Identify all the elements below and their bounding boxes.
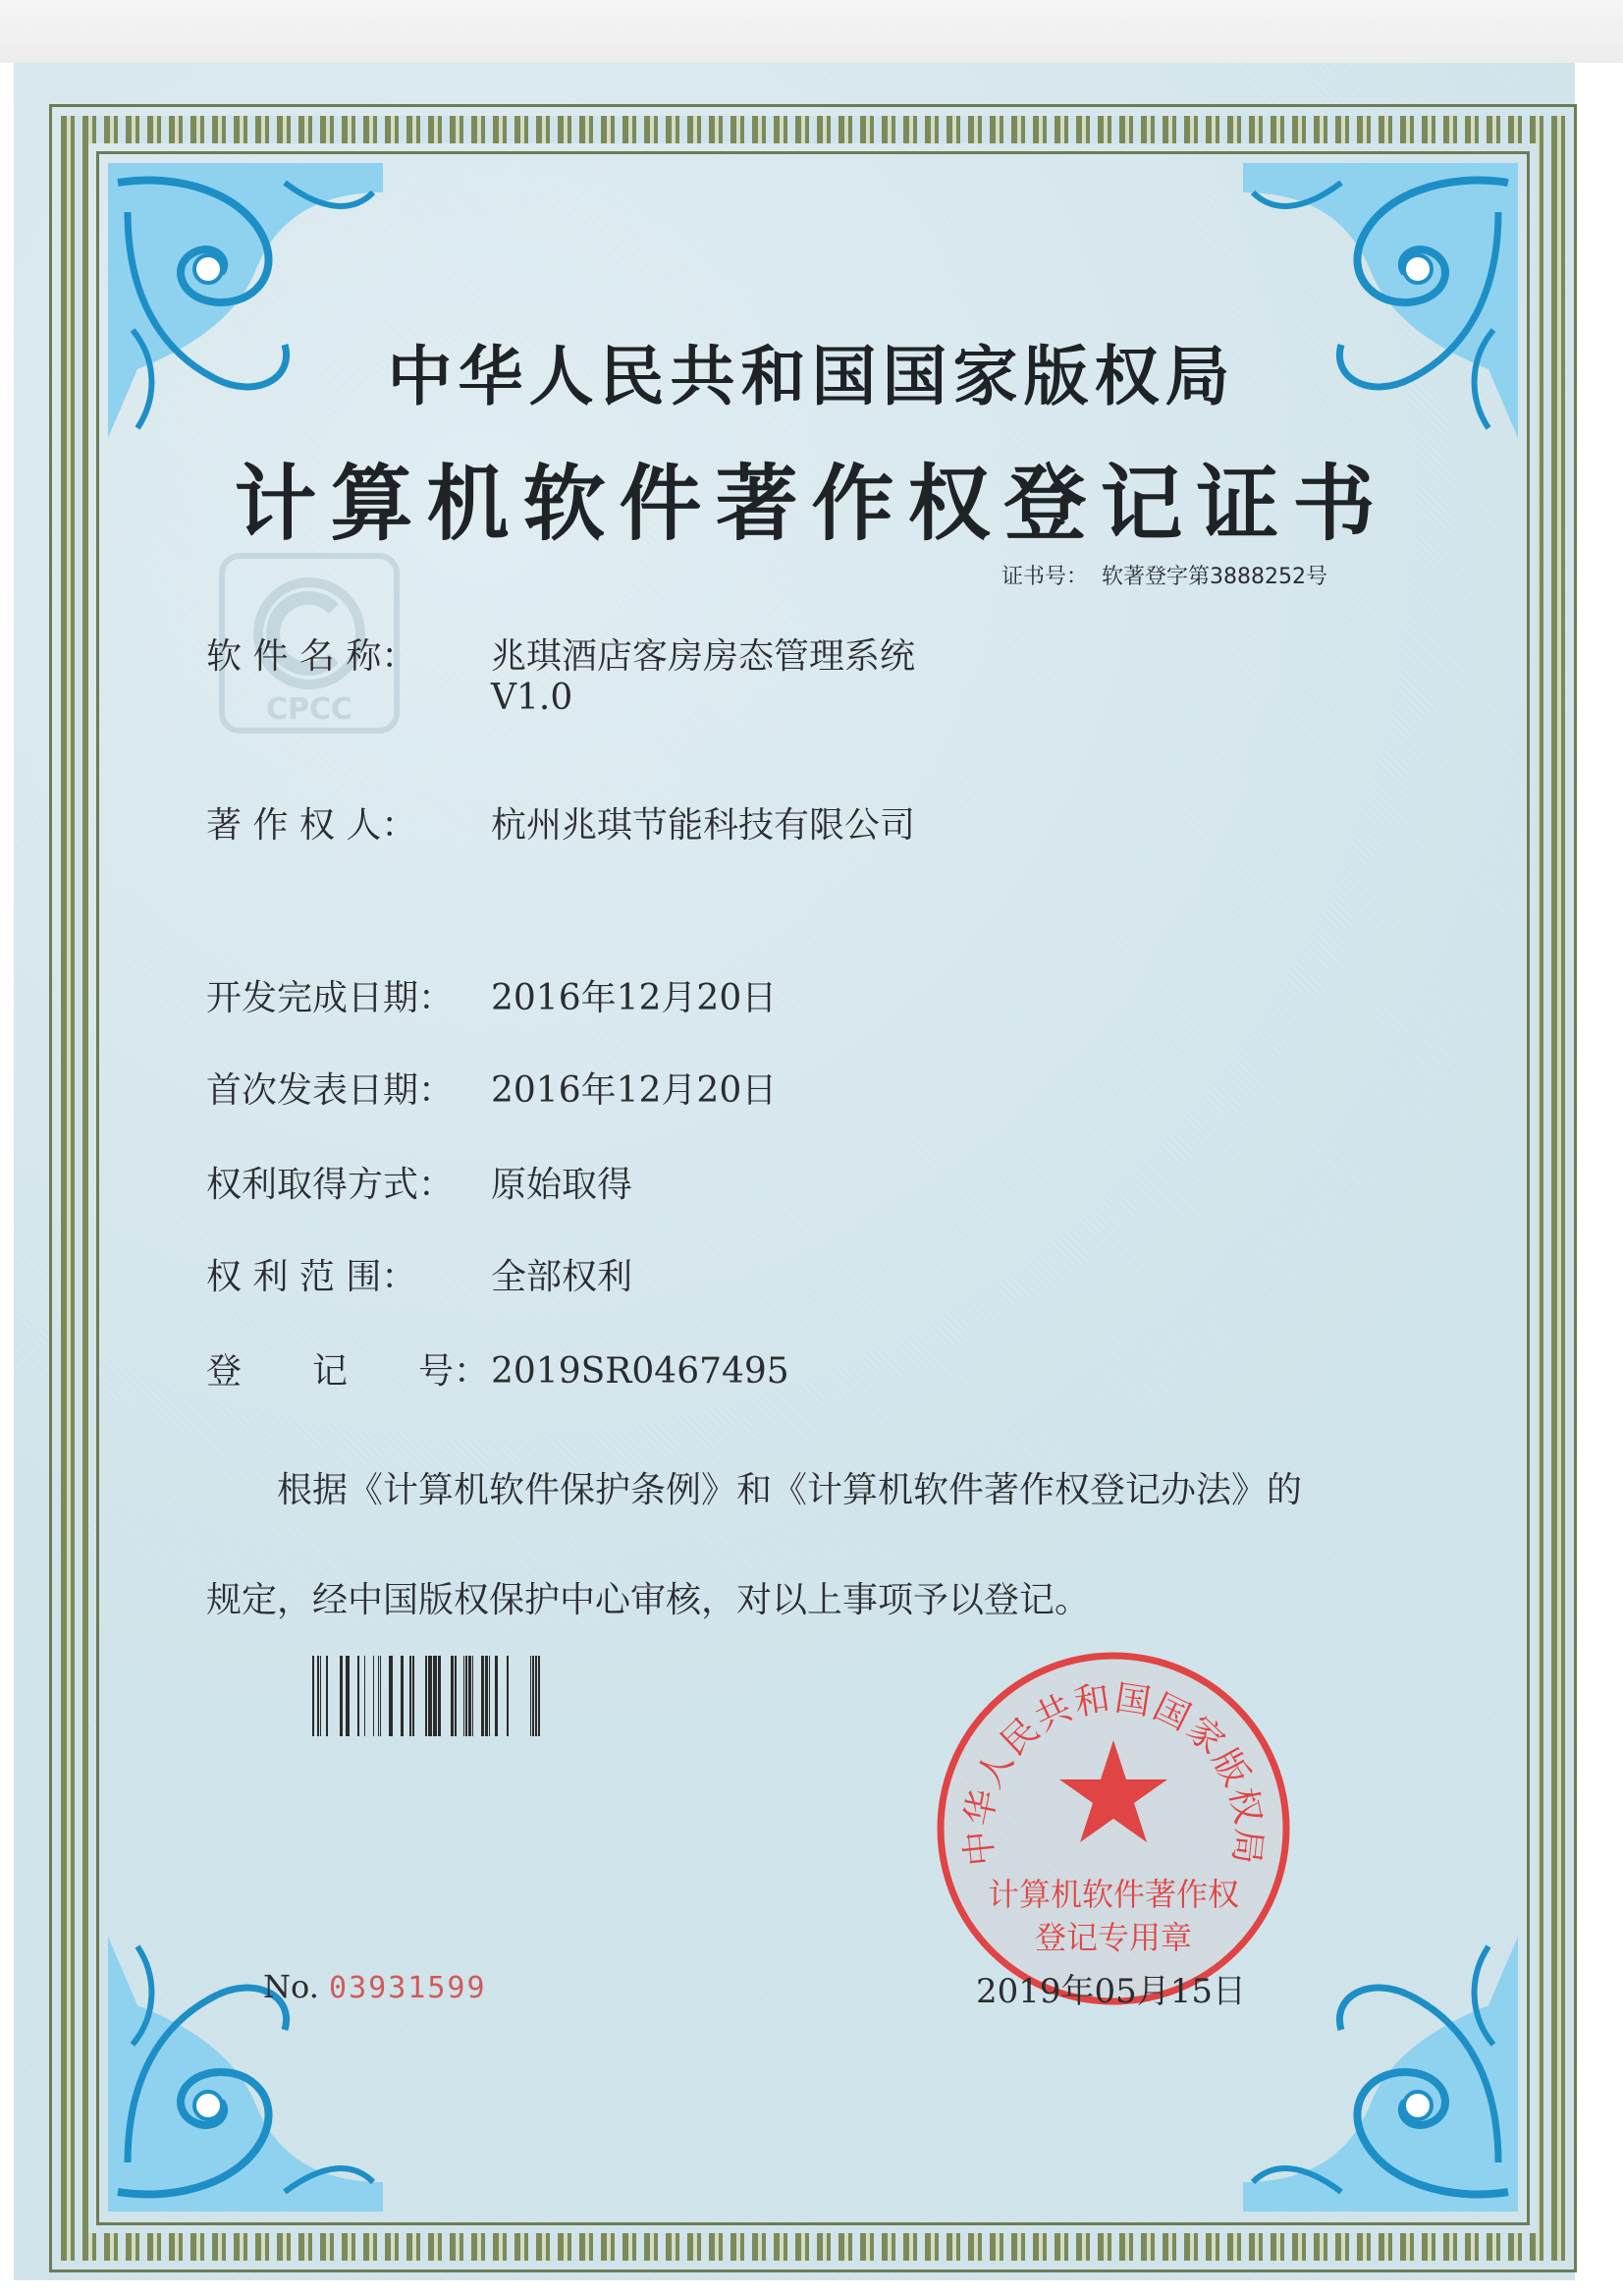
svg-text:计算机软件著作权: 计算机软件著作权 [987,1876,1240,1913]
field-label: 首次发表日期： [206,1070,455,1111]
statement-line-1 [206,1436,1424,1546]
field-label: 开发完成日期： [206,978,455,1018]
statement-paragraph [206,1436,1424,1656]
certificate-title: 计算机软件著作权登记证书 [234,455,1389,552]
field-label: 著 作 权 人： [206,805,417,846]
field-label: 登 记 号： [206,1351,490,1392]
certificate-number-label: 证书号： [1001,565,1089,589]
field-first-publish-date [206,1063,777,1113]
field-registration-number [206,1343,789,1394]
field-software-version [491,678,572,718]
field-value: 2019SR0467495 [491,1351,789,1392]
serial-value: 03931599 [329,1971,487,2005]
field-dev-completion-date [206,970,777,1020]
field-label: 权 利 范 围： [206,1257,417,1297]
svg-text:CPCC: CPCC [265,692,353,727]
svg-text:登记专用章: 登记专用章 [1034,1919,1193,1956]
field-label: 权利取得方式： [206,1165,455,1205]
scan-top-margin [0,0,1623,63]
serial-number [263,1968,487,2005]
field-software-name [206,629,915,679]
issuer-title: 中华人民共和国国家版权局 [387,338,1236,414]
field-value: 2016年12月20日 [491,1070,778,1111]
certificate-number-value: 软著登字第3888252号 [1102,565,1327,589]
field-label: 软 件 名 称： [206,636,417,677]
field-value: 2016年12月20日 [491,978,778,1018]
serial-label: No. [263,1968,319,2005]
statement-line-2: 规定，经中国版权保护中心审核，对以上事项予以登记。 [206,1580,1091,1620]
field-value: 杭州兆琪节能科技有限公司 [491,805,916,846]
field-value: 原始取得 [491,1165,633,1205]
field-value: 兆琪酒店客房房态管理系统 [491,636,916,677]
field-value: 全部权利 [491,1257,633,1297]
field-copyright-owner [206,797,915,847]
field-rights-scope [206,1249,632,1299]
barcode [312,1656,540,1736]
field-value-version: V1.0 [491,678,573,718]
field-rights-acquisition [206,1157,632,1207]
svg-text:中华人民共和国国家版权局: 中华人民共和国国家版权局 [957,1677,1270,1869]
issue-date: 2019年05月15日 [976,1972,1247,2011]
certificate-number [1001,560,1327,590]
official-seal [927,1642,1300,2015]
statement-line-1-text: 根据《计算机软件保护条例》和《计算机软件著作权登记办法》的 [277,1470,1303,1510]
